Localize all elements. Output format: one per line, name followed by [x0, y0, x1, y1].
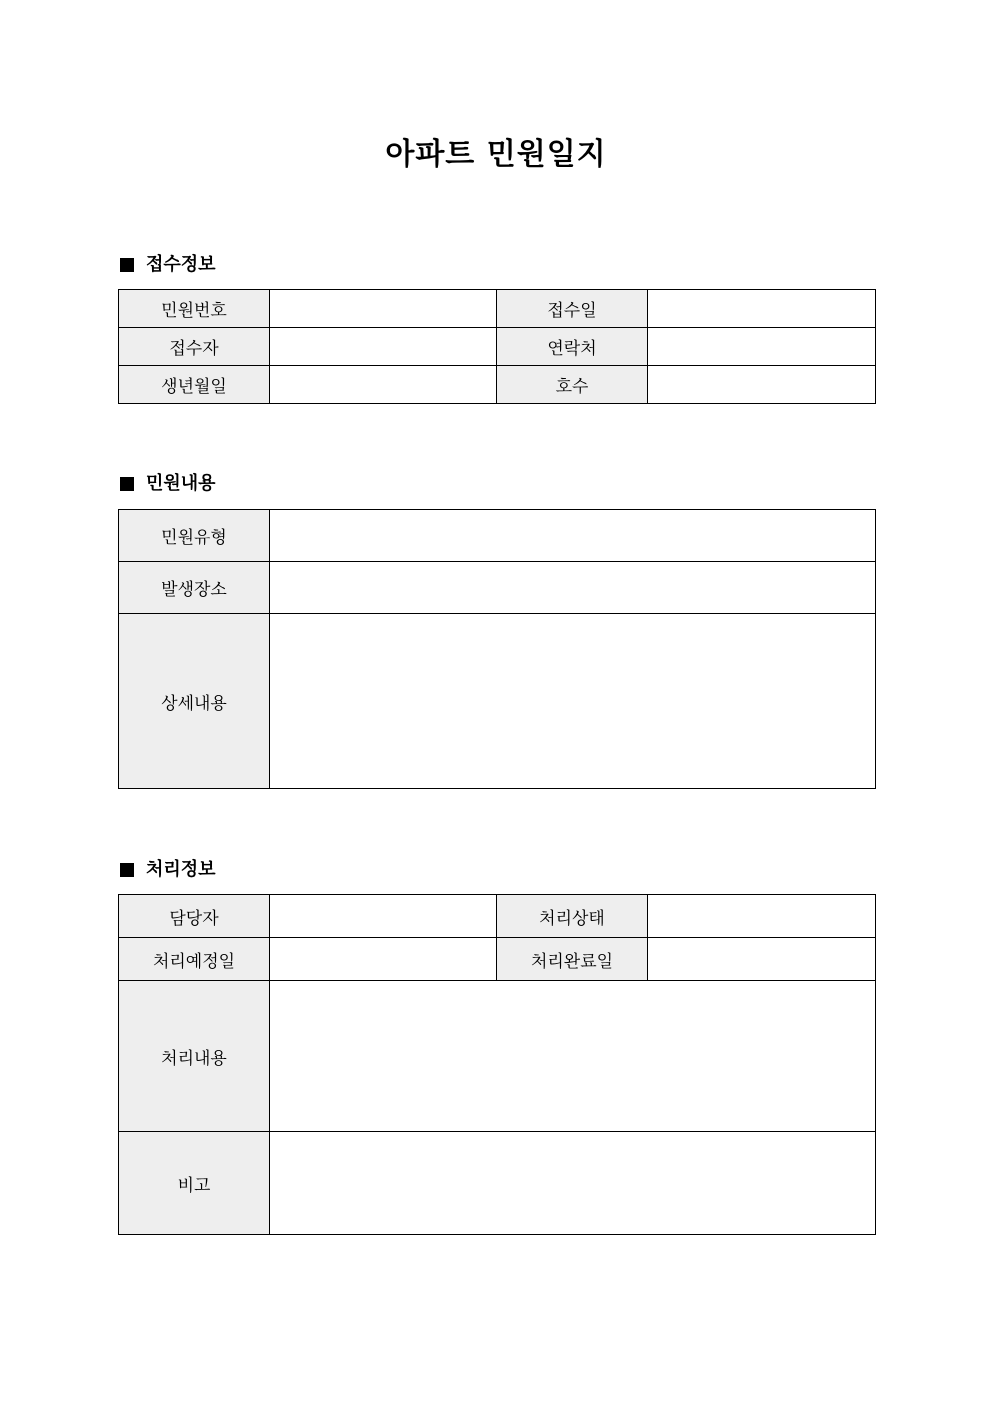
section-heading-complaint	[120, 472, 216, 496]
label-contact: 연락처	[497, 328, 648, 366]
scheduled-date-field[interactable]	[270, 938, 497, 981]
label-completed-date: 처리완료일	[497, 938, 648, 981]
completed-date-field[interactable]	[648, 938, 876, 981]
label-status: 처리상태	[497, 895, 648, 938]
label-receiver: 접수자	[119, 328, 270, 366]
label-unit-no: 호수	[497, 366, 648, 404]
status-field[interactable]	[648, 895, 876, 938]
section-heading-label: 접수정보	[146, 254, 216, 275]
contact-field[interactable]	[648, 328, 876, 366]
complaint-no-field[interactable]	[270, 290, 497, 328]
label-scheduled-date: 처리예정일	[119, 938, 270, 981]
section-heading-processing	[120, 858, 216, 882]
section-heading-reception	[120, 253, 216, 277]
handler-field[interactable]	[270, 895, 497, 938]
location-field[interactable]	[270, 562, 876, 614]
square-bullet-icon	[120, 258, 134, 272]
label-complaint-type: 민원유형	[119, 510, 270, 562]
label-remarks: 비고	[119, 1132, 270, 1235]
square-bullet-icon	[120, 477, 134, 491]
label-process-details: 처리내용	[119, 981, 270, 1132]
section-heading-label: 처리정보	[146, 859, 216, 880]
complaint-content-table	[118, 509, 876, 789]
reception-info-table	[118, 289, 876, 404]
label-birth-date: 생년월일	[119, 366, 270, 404]
label-received-date: 접수일	[497, 290, 648, 328]
complaint-type-field[interactable]	[270, 510, 876, 562]
label-details: 상세내용	[119, 614, 270, 789]
details-field[interactable]	[270, 614, 876, 789]
label-handler: 담당자	[119, 895, 270, 938]
process-details-field[interactable]	[270, 981, 876, 1132]
square-bullet-icon	[120, 863, 134, 877]
page-title: 아파트 민원일지	[385, 137, 607, 172]
unit-no-field[interactable]	[648, 366, 876, 404]
remarks-field[interactable]	[270, 1132, 876, 1235]
label-location: 발생장소	[119, 562, 270, 614]
section-heading-label: 민원내용	[146, 473, 216, 494]
birth-date-field[interactable]	[270, 366, 497, 404]
received-date-field[interactable]	[648, 290, 876, 328]
label-complaint-no: 민원번호	[119, 290, 270, 328]
receiver-field[interactable]	[270, 328, 497, 366]
processing-info-table	[118, 894, 876, 1235]
